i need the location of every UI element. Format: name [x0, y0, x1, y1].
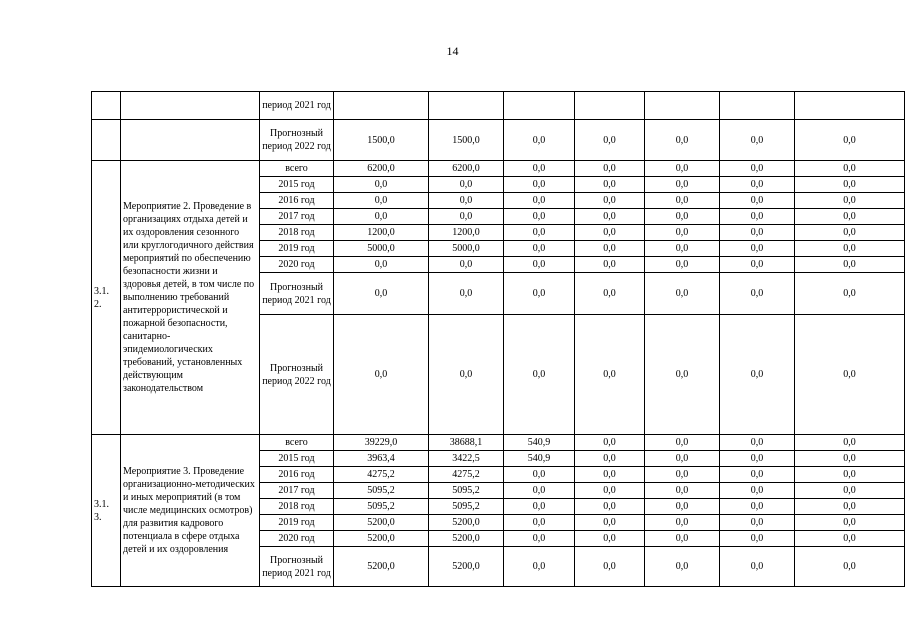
value-cell: 0,0 — [645, 193, 720, 209]
value-cell: 0,0 — [575, 241, 645, 257]
value-cell: 39229,0 — [334, 435, 429, 451]
period-cell: 2016 год — [260, 467, 334, 483]
value-cell: 0,0 — [645, 225, 720, 241]
value-cell: 0,0 — [575, 257, 645, 273]
value-cell: 0,0 — [575, 451, 645, 467]
value-cell: 0,0 — [504, 499, 575, 515]
value-cell: 0,0 — [504, 241, 575, 257]
value-cell: 0,0 — [795, 483, 905, 499]
value-cell: 0,0 — [720, 315, 795, 435]
period-cell: 2017 год — [260, 209, 334, 225]
value-cell: 0,0 — [575, 273, 645, 315]
period-cell: Прогнозный период 2022 год — [260, 120, 334, 161]
value-cell: 5200,0 — [429, 547, 504, 587]
value-cell: 0,0 — [795, 547, 905, 587]
value-cell: 0,0 — [795, 531, 905, 547]
value-cell: 0,0 — [720, 225, 795, 241]
value-cell: 0,0 — [645, 161, 720, 177]
value-cell: 0,0 — [645, 257, 720, 273]
value-cell: 1200,0 — [334, 225, 429, 241]
value-cell: 0,0 — [795, 209, 905, 225]
value-cell: 0,0 — [504, 273, 575, 315]
period-cell: 2017 год — [260, 483, 334, 499]
value-cell: 0,0 — [720, 515, 795, 531]
value-cell: 5200,0 — [334, 531, 429, 547]
value-cell: 0,0 — [795, 451, 905, 467]
table-row — [92, 92, 905, 120]
value-cell: 38688,1 — [429, 435, 504, 451]
value-cell: 0,0 — [429, 315, 504, 435]
value-cell: 0,0 — [504, 467, 575, 483]
value-cell: 0,0 — [575, 435, 645, 451]
item-number: 3.1. 2. — [92, 161, 121, 435]
value-cell: 0,0 — [429, 177, 504, 193]
value-cell: 6200,0 — [334, 161, 429, 177]
empty-cell — [92, 120, 121, 161]
period-cell: Прогнозный период 2022 год — [260, 315, 334, 435]
value-cell: 0,0 — [504, 177, 575, 193]
period-cell: 2018 год — [260, 499, 334, 515]
value-cell: 0,0 — [504, 225, 575, 241]
value-cell: 1500,0 — [429, 120, 504, 161]
value-cell: 0,0 — [795, 241, 905, 257]
value-cell: 0,0 — [334, 177, 429, 193]
period-cell: Прогнозный период 2021 год — [260, 273, 334, 315]
value-cell: 0,0 — [720, 177, 795, 193]
value-cell — [645, 92, 720, 120]
period-cell: 2018 год — [260, 225, 334, 241]
value-cell: 5095,2 — [334, 483, 429, 499]
table-row — [92, 161, 905, 177]
value-cell: 0,0 — [575, 315, 645, 435]
value-cell: 1500,0 — [334, 120, 429, 161]
value-cell: 0,0 — [429, 257, 504, 273]
value-cell: 0,0 — [575, 193, 645, 209]
value-cell: 5200,0 — [334, 547, 429, 587]
value-cell: 0,0 — [720, 435, 795, 451]
value-cell: 0,0 — [720, 120, 795, 161]
value-cell: 0,0 — [645, 177, 720, 193]
value-cell: 0,0 — [795, 273, 905, 315]
table-body — [92, 92, 905, 587]
value-cell: 5095,2 — [334, 499, 429, 515]
value-cell: 0,0 — [575, 499, 645, 515]
value-cell: 0,0 — [645, 547, 720, 587]
page-number: 14 — [446, 44, 459, 58]
value-cell: 0,0 — [504, 547, 575, 587]
value-cell: 3963,4 — [334, 451, 429, 467]
value-cell: 0,0 — [645, 209, 720, 225]
value-cell: 0,0 — [575, 483, 645, 499]
value-cell: 0,0 — [504, 315, 575, 435]
value-cell — [429, 92, 504, 120]
period-cell: 2016 год — [260, 193, 334, 209]
value-cell: 4275,2 — [334, 467, 429, 483]
value-cell: 0,0 — [645, 531, 720, 547]
value-cell: 0,0 — [720, 193, 795, 209]
value-cell — [504, 92, 575, 120]
empty-cell — [121, 92, 260, 120]
value-cell: 0,0 — [720, 547, 795, 587]
value-cell: 0,0 — [795, 515, 905, 531]
value-cell: 0,0 — [720, 257, 795, 273]
value-cell: 0,0 — [645, 241, 720, 257]
value-cell: 0,0 — [429, 273, 504, 315]
value-cell: 1200,0 — [429, 225, 504, 241]
period-cell: 2015 год — [260, 177, 334, 193]
value-cell: 0,0 — [795, 193, 905, 209]
value-cell: 0,0 — [720, 273, 795, 315]
period-cell: 2019 год — [260, 515, 334, 531]
value-cell: 6200,0 — [429, 161, 504, 177]
value-cell: 0,0 — [645, 499, 720, 515]
value-cell: 0,0 — [720, 467, 795, 483]
value-cell: 0,0 — [795, 435, 905, 451]
value-cell: 0,0 — [575, 531, 645, 547]
value-cell: 0,0 — [575, 177, 645, 193]
value-cell: 0,0 — [720, 241, 795, 257]
value-cell: 0,0 — [334, 257, 429, 273]
value-cell: 0,0 — [645, 435, 720, 451]
value-cell: 5000,0 — [429, 241, 504, 257]
value-cell: 0,0 — [795, 120, 905, 161]
value-cell: 5200,0 — [334, 515, 429, 531]
period-cell: 2020 год — [260, 257, 334, 273]
value-cell: 0,0 — [504, 531, 575, 547]
value-cell: 0,0 — [575, 161, 645, 177]
value-cell: 0,0 — [720, 483, 795, 499]
empty-cell — [92, 92, 121, 120]
value-cell: 0,0 — [645, 467, 720, 483]
table-row — [92, 120, 905, 161]
value-cell: 0,0 — [575, 209, 645, 225]
value-cell: 0,0 — [504, 209, 575, 225]
value-cell: 0,0 — [720, 499, 795, 515]
value-cell: 0,0 — [645, 120, 720, 161]
value-cell: 0,0 — [334, 315, 429, 435]
value-cell: 0,0 — [645, 483, 720, 499]
value-cell: 0,0 — [720, 531, 795, 547]
value-cell: 0,0 — [429, 209, 504, 225]
value-cell: 4275,2 — [429, 467, 504, 483]
value-cell: 5000,0 — [334, 241, 429, 257]
value-cell: 0,0 — [575, 225, 645, 241]
value-cell: 0,0 — [504, 193, 575, 209]
value-cell: 0,0 — [504, 483, 575, 499]
value-cell: 0,0 — [575, 120, 645, 161]
item-number: 3.1. 3. — [92, 435, 121, 587]
value-cell: 5200,0 — [429, 531, 504, 547]
value-cell: 0,0 — [795, 257, 905, 273]
value-cell: 0,0 — [645, 515, 720, 531]
value-cell: 5095,2 — [429, 499, 504, 515]
value-cell: 0,0 — [795, 499, 905, 515]
value-cell — [720, 92, 795, 120]
value-cell: 540,9 — [504, 451, 575, 467]
value-cell: 0,0 — [334, 193, 429, 209]
value-cell: 0,0 — [720, 451, 795, 467]
period-cell: 2015 год — [260, 451, 334, 467]
value-cell: 0,0 — [795, 225, 905, 241]
value-cell: 0,0 — [795, 161, 905, 177]
value-cell: 0,0 — [504, 257, 575, 273]
value-cell: 0,0 — [334, 209, 429, 225]
value-cell: 0,0 — [795, 177, 905, 193]
period-cell: период 2021 год — [260, 92, 334, 120]
value-cell: 0,0 — [795, 467, 905, 483]
value-cell: 0,0 — [645, 451, 720, 467]
value-cell: 0,0 — [575, 515, 645, 531]
period-cell: всего — [260, 161, 334, 177]
value-cell: 5095,2 — [429, 483, 504, 499]
value-cell: 0,0 — [720, 161, 795, 177]
value-cell: 0,0 — [645, 315, 720, 435]
value-cell: 0,0 — [504, 120, 575, 161]
value-cell: 0,0 — [575, 547, 645, 587]
value-cell: 540,9 — [504, 435, 575, 451]
empty-cell — [121, 120, 260, 161]
period-cell: всего — [260, 435, 334, 451]
value-cell: 0,0 — [575, 467, 645, 483]
value-cell: 0,0 — [504, 515, 575, 531]
item-name: Мероприятие 2. Проведение в организациях отдыха детей и их оздоровления сезонного или круглогодичного действия мероприятий по обеспечению безопасности жизни и здоровья детей, в том числе по выполнению требований антитеррористической и пожарной безопасности, санитарно-эпидемиологических требований, установленных действующим законодательством — [121, 161, 260, 435]
value-cell — [334, 92, 429, 120]
period-cell: 2020 год — [260, 531, 334, 547]
value-cell: 0,0 — [795, 315, 905, 435]
value-cell: 0,0 — [645, 273, 720, 315]
value-cell: 3422,5 — [429, 451, 504, 467]
table-row — [92, 435, 905, 451]
value-cell: 5200,0 — [429, 515, 504, 531]
value-cell: 0,0 — [429, 193, 504, 209]
item-name: Мероприятие 3. Проведение организационно-методических и иных мероприятий (в том числе медицинских осмотров) для развития кадрового потенциала в сфере отдыха детей и их оздоровления — [121, 435, 260, 587]
value-cell: 0,0 — [720, 209, 795, 225]
budget-table — [91, 91, 905, 587]
value-cell: 0,0 — [504, 161, 575, 177]
period-cell: 2019 год — [260, 241, 334, 257]
period-cell: Прогнозный период 2021 год — [260, 547, 334, 587]
value-cell — [795, 92, 905, 120]
value-cell: 0,0 — [334, 273, 429, 315]
value-cell — [575, 92, 645, 120]
